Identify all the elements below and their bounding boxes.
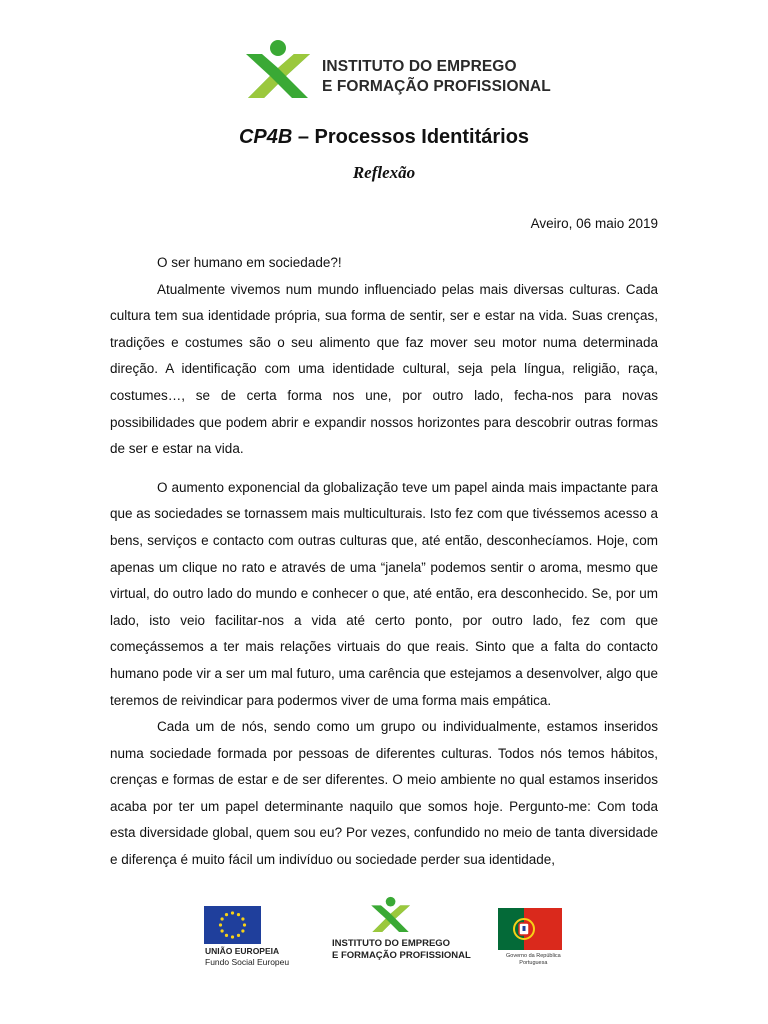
iefp-figure-icon [244,40,320,100]
eu-logo [204,906,314,966]
paragraph-heading: O ser humano em sociedade?! [157,255,342,270]
title-text: – Processos Identitários [292,126,530,148]
paragraph: Cada um de nós, sendo como um grupo ou individualmente, estamos inseridos numa sociedade formada por pessoas de diferentes culturas. Todos nós temos hábitos, crenças e formas de estar e de ser diferentes. O meio ambiente no qual estamos inseridos acaba por ter um papel determinante naquilo que somos hoje. Pergunto-me: Com toda esta diversidade global, quem sou eu? Por vezes, confundido no meio de tanta diversidade e diferença é muito fácil um indivíduo ou sociedade perder sua identidade, [110,719,658,868]
portugal-government-logo [498,908,564,968]
eu-caption: UNIÃO EUROPEIA Fundo Social Europeu [205,946,290,967]
iefp-header-logo [244,40,551,102]
portugal-flag-icon [498,908,562,950]
iefp-footer-name: INSTITUTO DO EMPREGO E FORMAÇÃO PROFISSIONAL [332,938,471,961]
course-code: CP4B [238,126,293,148]
government-caption: Governo da República Portuguesa [506,953,561,966]
paragraph: Atualmente vivemos num mundo influenciado pelas mais diversas culturas. Cada cultura tem sua identidade própria, sua forma de sentir, ser e estar na vida. Suas crenças, tradições e costumes são o seu alimento que faz mover seu motor numa determinada direção. A identificação com uma identidade cultural, seja pela língua, religião, raça, costumes…, se de certa forma nos une, por outro lado, fecha-nos para novas possibilidades que podem abrir e expandir nossos horizontes para descobrir outras formas de ser e estar na vida. [110,281,658,457]
body-text [110,250,658,874]
iefp-figure-icon [370,896,416,934]
document-subtitle: Reflexão [352,163,416,182]
document-title [0,126,768,149]
eu-flag-icon [204,906,261,944]
iefp-header-name: INSTITUTO DO EMPREGO E FORMAÇÃO PROFISSIONAL [322,58,551,95]
paragraph: O aumento exponencial da globalização teve um papel ainda mais impactante para que as sociedades se tornassem mais multiculturais. Isto fez com que tivéssemos acesso a bens, serviços e contacto com outras culturas que, até então, desconhecíamos. Hoje, com apenas um clique no rato e através de uma “janela” podemos sentir o aroma, mesmo que virtual, do outro lado do mundo e conhecer o que, até então, era desconhecido. Se, por um lado, isto veio facilitar-nos a vida até certo ponto, por outro lado, fez com que começássemos a ter mais relações virtuais do que reais. Sinto que a falta do contacto humano pode vir a ser um mal futuro, uma carência que estejamos a desenvolver, algo que teremos de reivindicar para podermos viver de uma forma mais empática. [110,479,658,708]
iefp-footer-logo [330,896,471,966]
dateline: Aveiro, 06 maio 2019 [530,216,658,231]
